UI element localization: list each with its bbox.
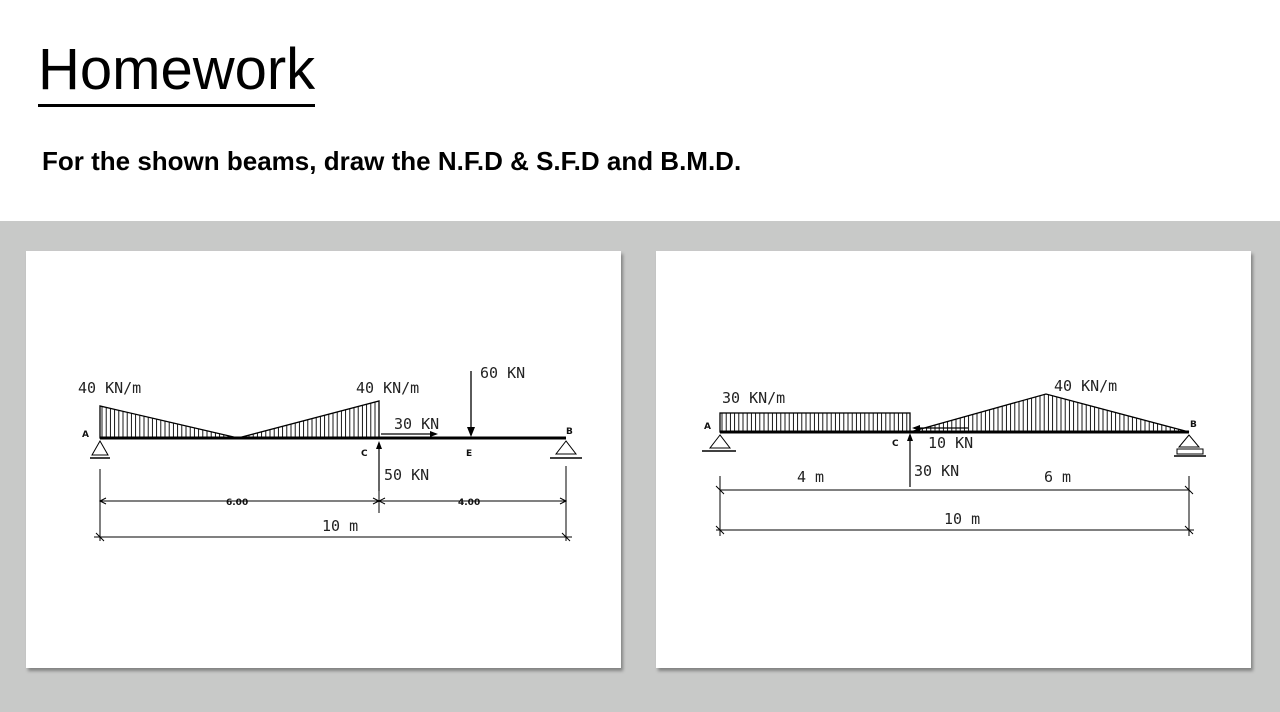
beam-2-load-uniform-label: 30 KN/m xyxy=(722,389,786,407)
beam-1-point-load-arrow xyxy=(467,371,475,437)
beam-1-diagram xyxy=(26,251,621,668)
beam-2-label-a: A xyxy=(704,422,711,432)
beam-2-vertical-arrow xyxy=(907,433,913,487)
beam-1-support-b xyxy=(550,441,582,458)
beam-2-diagram xyxy=(656,251,1251,668)
beam-1-vertical-label: 50 KN xyxy=(384,466,430,484)
beam-2-label-c: C xyxy=(892,439,899,449)
beam-2-dim-total: 10 m xyxy=(944,510,981,528)
beam-1-load-c-label: 40 KN/m xyxy=(356,379,420,397)
beam-1-load-hatch xyxy=(102,402,375,438)
beam-2-load-peak-label: 40 KN/m xyxy=(1054,377,1118,395)
beam-2-axial-label: 10 KN xyxy=(928,434,974,452)
beam-1-point-load-label: 60 KN xyxy=(480,364,526,382)
beam-2-dim-ac: 4 m xyxy=(797,468,825,486)
beam-1-label-c: C xyxy=(361,449,368,459)
beam-2-panel xyxy=(656,251,1251,668)
beam-1-label-a: A xyxy=(82,430,89,440)
beam-1-label-e: E xyxy=(466,449,473,459)
beam-2-label-b: B xyxy=(1190,420,1197,430)
homework-instruction: For the shown beams, draw the N.F.D & S.F.D and B.M.D. xyxy=(42,146,742,176)
beam-1-load-left-label: 40 KN/m xyxy=(78,379,142,397)
beam-1-vertical-arrow xyxy=(376,441,382,491)
page-title: Homework xyxy=(38,36,315,107)
beam-1-label-b: B xyxy=(566,427,573,437)
beam-1-dim-cb: 4.00 xyxy=(458,498,481,508)
beam-2-support-b xyxy=(1174,435,1206,456)
beam-2-axial-arrow xyxy=(912,425,968,431)
beam-1-dim-total: 10 m xyxy=(322,517,359,535)
beam-2-support-a xyxy=(702,435,736,451)
beam-2-dim-cb: 6 m xyxy=(1044,468,1072,486)
beam-1-panel xyxy=(26,251,621,668)
beam-1-dim-ac: 6.00 xyxy=(226,498,249,508)
beam-1-support-a xyxy=(90,441,110,458)
beam-2-vertical-label: 30 KN xyxy=(914,462,960,480)
beam-1-axial-label: 30 KN xyxy=(394,415,440,433)
